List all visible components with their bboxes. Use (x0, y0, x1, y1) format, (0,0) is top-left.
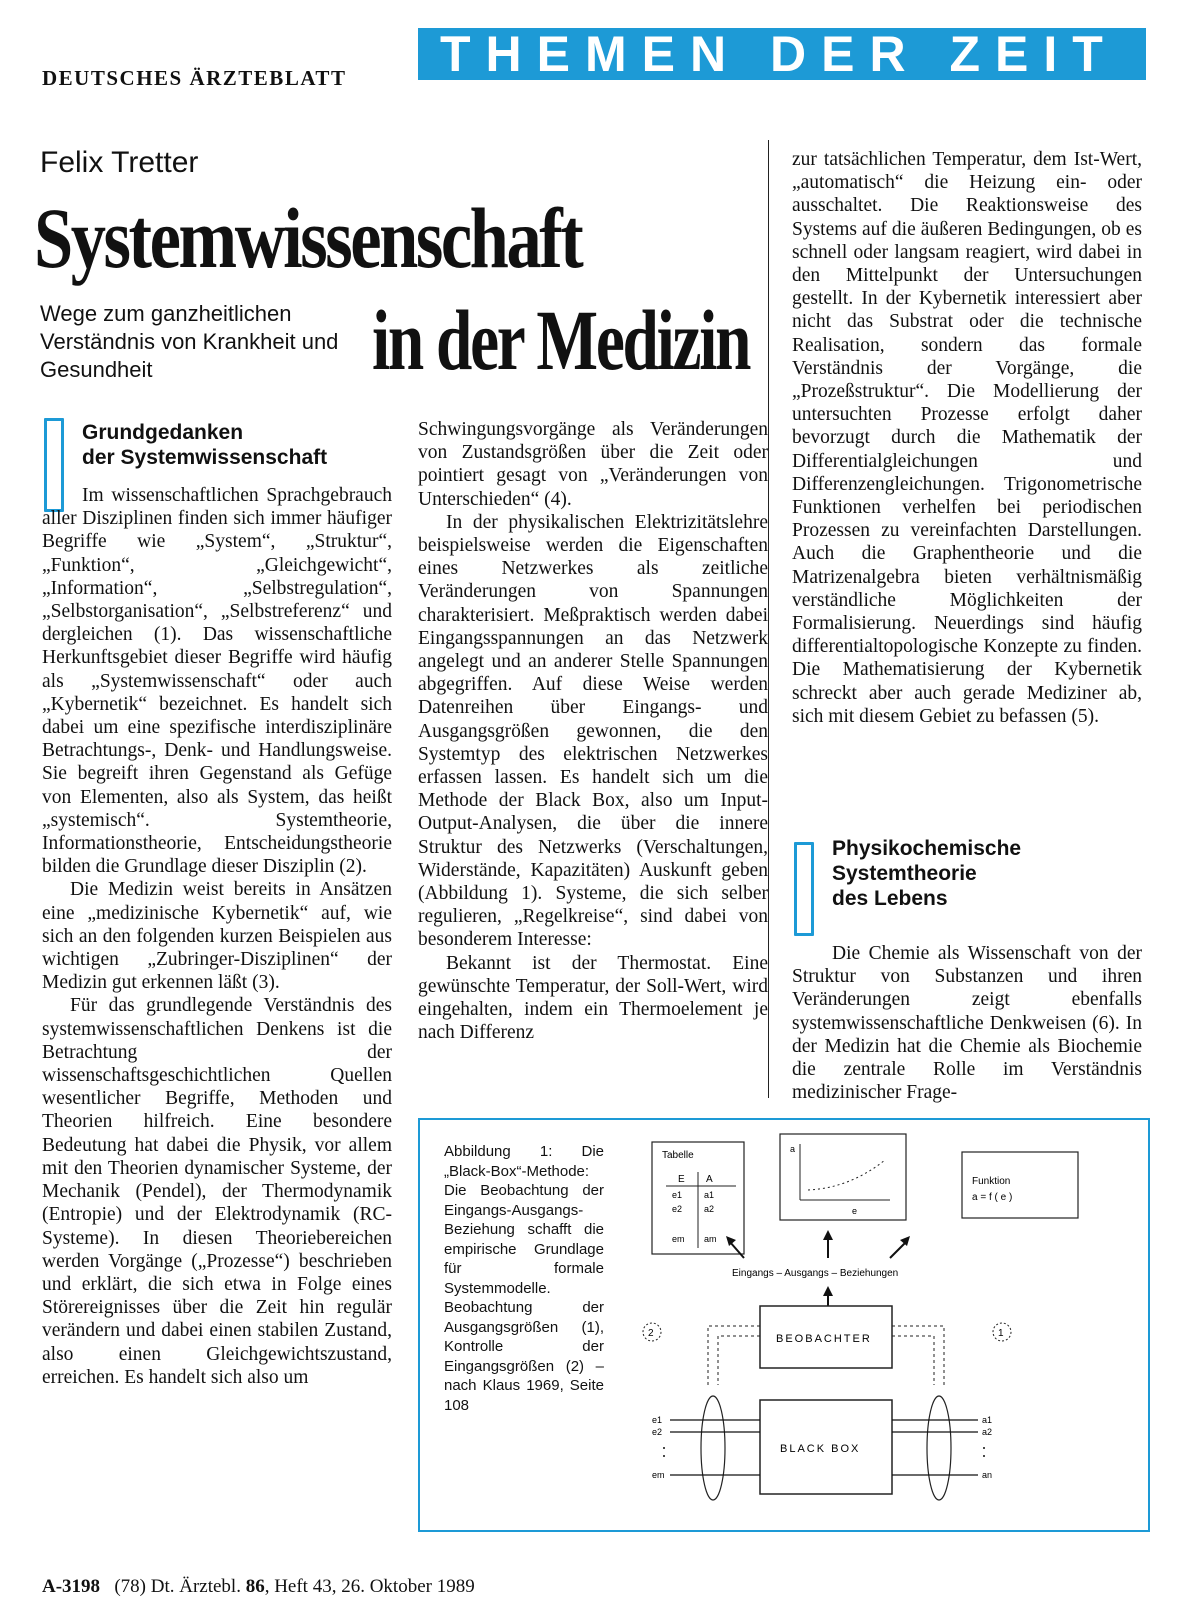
table-cell-e: e1 (672, 1190, 683, 1200)
graph-label-a: a (790, 1144, 796, 1154)
column-3-continued (792, 942, 1142, 1104)
paragraph: Schwingungsvorgänge als Veränderungen von Zustandsgrößen über die Zeit oder pointiert gesagt von „Veränderungen von Unterschieden“ (4). (418, 419, 768, 510)
graph-frame (780, 1134, 906, 1220)
page-number: A-3198 (42, 1576, 101, 1597)
observer-link-left (708, 1326, 760, 1385)
column-1 (42, 484, 392, 1389)
heading-line: des Lebens (832, 887, 948, 910)
table-cell-e: e2 (672, 1204, 683, 1214)
output-label: a2 (982, 1427, 993, 1437)
marker-right-label: 1 (998, 1328, 1004, 1339)
input-ellipse (701, 1396, 725, 1500)
input-label: e1 (652, 1415, 663, 1425)
heading-line: Grundgedanken (82, 421, 244, 444)
column-2 (418, 418, 768, 1044)
section-banner: THEMEN DER ZEIT (418, 28, 1146, 80)
heading-line: der Systemwissenschaft (82, 446, 328, 469)
table-rows (672, 1190, 717, 1244)
paragraph: Die Medizin weist bereits in Ansätzen eine „medizinische Kybernetik“ auf, wie sich an den folgenden kurzen Beispielen aus wichtigen „Zubringer-Disziplinen“ der Medizin gut erkennen läßt (3). (42, 879, 392, 994)
section-heading (82, 420, 327, 470)
continuation-dot (663, 1447, 665, 1449)
continuation-dot (983, 1455, 985, 1457)
table-head-e: E (678, 1174, 685, 1185)
paragraph: Im wissenschaftlichen Sprachgebrauch aller Disziplinen finden sich immer häufiger Begriffe wie „System“, „Struktur“, „Funktion“, „Gleichgewicht“, „Information“, „Selbstregulation“, „Selbstorganisation“, „Selbstreferenz“ und dergleichen (1). Das wissenschaftliche Herkunftsgebiet dieser Begriffe wird häufig als „Systemwissenschaft“ oder auch „Kybernetik“ bezeichnet. Es handelt sich dabei um eine spezifische interdisziplinäre Betrachtungs-, Denk- und Handlungsweise. Sie begreift ihren Gegenstand als Gefüge von Elementen, also als System, das heißt „systemisch“. Systemtheorie, Informationstheorie, Entscheidungstheorie bilden die Grundlage dieser Disziplin (2). (42, 485, 392, 878)
initial-bar (794, 842, 814, 936)
footer (42, 1576, 475, 1598)
observer-link-right (892, 1326, 944, 1385)
heading-line: Physikochemische (832, 837, 1022, 860)
graph-curve (808, 1160, 885, 1190)
title-line-1: Systemwissenschaft (34, 190, 582, 286)
column-3 (792, 148, 1142, 728)
section-heading (832, 836, 1021, 911)
paragraph: Die Chemie als Wissenschaft von der Struktur von Substanzen und ihren Veränderungen zeigt ebenfalls systemwissenschaftliche Denkweisen (6). In der Medizin hat die Chemie als Biochemie die zentrale Rolle im Verständnis medizinischer Frage- (792, 943, 1142, 1104)
arrow-left (730, 1242, 744, 1258)
footer-citation: (78) Dt. Ärztebl. (114, 1576, 246, 1597)
black-box-label: BLACK BOX (780, 1443, 861, 1455)
continuation-dot (983, 1447, 985, 1449)
title-line-2: in der Medizin (372, 292, 750, 388)
output-ellipse (927, 1396, 951, 1500)
column-rule (768, 140, 769, 1098)
table-cell-a: a1 (704, 1190, 715, 1200)
table-head-a: A (706, 1174, 713, 1185)
table-cell-a: a2 (704, 1204, 715, 1214)
arrow-right (890, 1242, 906, 1258)
footer-volume: 86 (245, 1576, 265, 1597)
observer-label: BEOBACHTER (776, 1333, 872, 1345)
relation-label: Eingangs – Ausgangs – Beziehungen (732, 1268, 899, 1279)
black-box-diagram (640, 1130, 1140, 1520)
journal-name: DEUTSCHES ÄRZTEBLATT (42, 66, 347, 90)
function-label: Funktion (972, 1176, 1011, 1187)
function-formula: a = f ( e ) (972, 1192, 1013, 1203)
heading-line: Systemtheorie (832, 862, 977, 885)
output-label: a1 (982, 1415, 993, 1425)
input-label: e2 (652, 1427, 663, 1437)
marker-left-label: 2 (648, 1328, 654, 1339)
paragraph: Bekannt ist der Thermostat. Eine gewünschte Temperatur, der Soll-Wert, wird eingehalten, indem ein Thermoelement je nach Differenz (418, 952, 768, 1044)
footer-citation-suffix: , Heft 43, 26. Oktober 1989 (264, 1576, 475, 1597)
table-title: Tabelle (662, 1150, 694, 1161)
input-label: em (652, 1470, 665, 1480)
output-label: an (982, 1470, 993, 1480)
table-cell-e: em (672, 1234, 685, 1244)
author: Felix Tretter (40, 146, 199, 179)
arrow-right-head (900, 1236, 910, 1246)
paragraph: Für das grundlegende Verständnis des systemwissenschaftlichen Denkens ist die Betrachtung der wissenschaftsgeschichtlichen Quellen wesentlicher Begriffe, Methoden und Theorien hilfreich. Eine besondere Bedeutung hat dabei die Physik, vor allem mit den Theorien dynamischer Systeme, der Mechanik (Pendel), der Thermodynamik (Entropie) und der Elektrodynamik (RC-Systeme). In diesen Theoriebereichen werden Vorgänge („Prozesse“) beschrieben und erklärt, die sich etwa in Folge eines Störereignisses über die Zeit hin regulär verändern und dabei einen stabilen Zustand, also einen Gleichgewichtszustand, erreichen. Es handelt sich also um (42, 995, 392, 1388)
arrow-center-head (823, 1230, 833, 1240)
continuation-dot (663, 1455, 665, 1457)
paragraph: In der physikalischen Elektrizitätslehre beispielsweise werden die Eigenschaften eines Netzwerkes als zeitliche Veränderungen von Spannungen charakterisiert. Meßpraktisch werden dabei Eingangsspannungen an das Netzwerk angelegt und an anderer Stelle Spannungen abgegriffen. Auf diese Weise werden Datenreihen über Eingangs- und Ausgangsgrößen gewonnen, die den Systemtyp des elektrischen Netzwerkes erfassen lassen. Es handelt sich um die Methode der Black Box, also um Input-Output-Analysen, die über die innere Struktur des Netzwerks (Verschaltungen, Widerstände, Kapazitäten) Auskunft geben (Abbildung 1). Systeme, die sich selber regulieren, „Regelkreise“, sind dabei von besonderem Interesse: (418, 511, 768, 951)
table-cell-a: am (704, 1234, 717, 1244)
figure-caption: Abbildung 1: Die „Black-Box“-Methode: Die Beobachtung der Eingangs-Ausgangs-Beziehung schafft die empirische Grundlage für formale Systemmodelle. Beobachtung der Ausgangsgrößen (1), Kontrolle der Eingangsgrößen (2) – nach Klaus 1969, Seite 108 (444, 1143, 604, 1414)
paragraph: zur tatsächlichen Temperatur, dem Ist-Wert, „automatisch“ die Heizung ein- oder ausschaltet. Die Reaktionsweise des Systems auf die äußeren Bedingungen, ob es schnell oder langsam reagiert, wird dabei in den Mittelpunkt der Untersuchungen gestellt. In der Kybernetik interessiert aber nicht das Substrat oder die technische Realisation, sondern das formale Verständnis der Vorgänge, die „Prozeßstruktur“. Die Modellierung der untersuchten Prozesse erfolgt daher bevorzugt durch die Mathematik der Differentialgleichungen und Differenzengleichungen. Trigonometrische Funktionen verhelfen bei periodischen Prozessen zu vereinfachten Darstellungen. Auch die Graphentheorie und die Matrizenalgebra bieten verhältnismäßig verständliche Möglichkeiten der Formalisierung. Neuerdings sind häufig differentialtopologische Konzepte zu finden. Die Mathematisierung der Kybernetik schreckt aber auch gerade Mediziner ab, sich mit diesem Gebiet zu befassen (5). (792, 149, 1142, 727)
observer-link-left-2 (718, 1336, 760, 1385)
graph-label-e: e (852, 1206, 858, 1216)
observer-link-right-2 (892, 1336, 934, 1385)
subtitle: Wege zum ganzheitlichen Verständnis von Krankheit und Gesundheit (40, 301, 339, 382)
